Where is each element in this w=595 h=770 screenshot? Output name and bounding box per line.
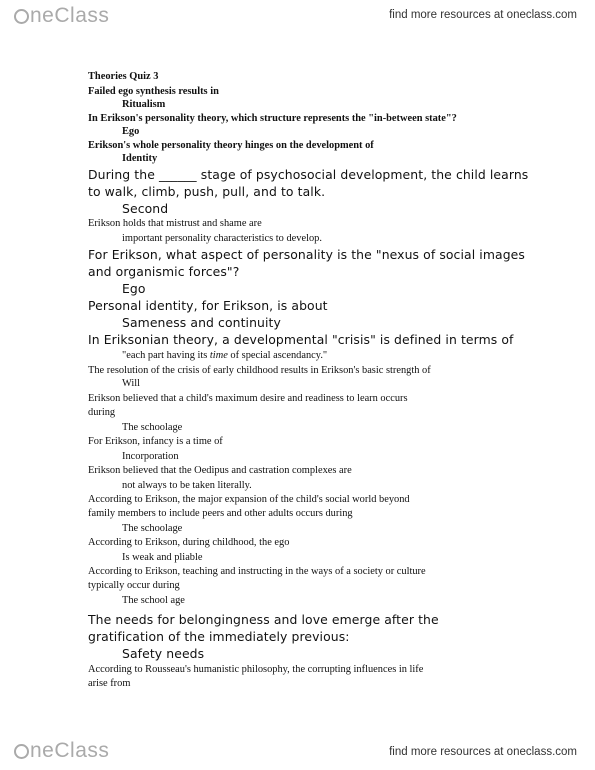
question: In Eriksonian theory, a developmental "crisis" is defined in terms of [88, 332, 514, 347]
answer: important personality characteristics to develop. [122, 233, 322, 244]
oneclass-logo[interactable]: neClass [14, 739, 109, 763]
answer: Second [122, 201, 169, 216]
oneclass-logo[interactable]: neClass [14, 4, 109, 28]
logo-ring-icon [14, 9, 29, 24]
answer: not always to be taken literally. [122, 480, 252, 491]
answer: "each part having its time of special ascendancy." [122, 350, 328, 361]
question: According to Erikson, teaching and instructing in the ways of a society or culture [88, 566, 426, 577]
question: During the ______ stage of psychosocial development, the child learns [88, 167, 529, 182]
answer: The school age [122, 595, 185, 606]
answer: Identity [122, 153, 158, 164]
header-resources-link[interactable]: find more resources at oneclass.com [389, 9, 577, 21]
answer: The schoolage [122, 523, 183, 534]
question: Erikson's whole personality theory hinges on the development of [88, 140, 374, 151]
answer: Is weak and pliable [122, 552, 203, 563]
question: Personal identity, for Erikson, is about [88, 298, 328, 313]
question: For Erikson, infancy is a time of [88, 436, 223, 447]
answer: Ego [122, 281, 146, 296]
answer: Incorporation [122, 451, 179, 462]
footer-resources-link[interactable]: find more resources at oneclass.com [389, 746, 577, 758]
question-continued: during [88, 407, 116, 418]
answer: Will [122, 378, 141, 389]
question: For Erikson, what aspect of personality is the "nexus of social images [88, 247, 525, 262]
question: The needs for belongingness and love emerge after the [88, 612, 439, 627]
question: Erikson holds that mistrust and shame are [88, 218, 262, 229]
question: According to Erikson, the major expansion of the child's social world beyond [88, 494, 410, 505]
question-continued: family members to include peers and other adults occurs during [88, 508, 353, 519]
question: The resolution of the crisis of early childhood results in Erikson's basic strength of [88, 365, 431, 376]
question: Erikson believed that the Oedipus and castration complexes are [88, 465, 352, 476]
answer: Safety needs [122, 646, 205, 661]
question: According to Rousseau's humanistic philosophy, the corrupting influences in life [88, 664, 424, 675]
question-continued: to walk, climb, push, pull, and to talk. [88, 184, 326, 199]
question: In Erikson's personality theory, which structure represents the "in-between state"? [88, 113, 457, 124]
answer: Ego [122, 126, 140, 137]
question-continued: gratification of the immediately previous: [88, 629, 350, 644]
question: According to Erikson, during childhood, the ego [88, 537, 290, 548]
answer: Sameness and continuity [122, 315, 281, 330]
quiz-title: Theories Quiz 3 [88, 71, 159, 82]
question-continued: and organismic forces"? [88, 264, 240, 279]
answer: The schoolage [122, 422, 183, 433]
question-continued: typically occur during [88, 580, 180, 591]
question: Erikson believed that a child's maximum desire and readiness to learn occurs [88, 393, 408, 404]
question-continued: arise from [88, 678, 131, 689]
logo-ring-icon [14, 744, 29, 759]
answer: Ritualism [122, 99, 166, 110]
question: Failed ego synthesis results in [88, 86, 219, 97]
